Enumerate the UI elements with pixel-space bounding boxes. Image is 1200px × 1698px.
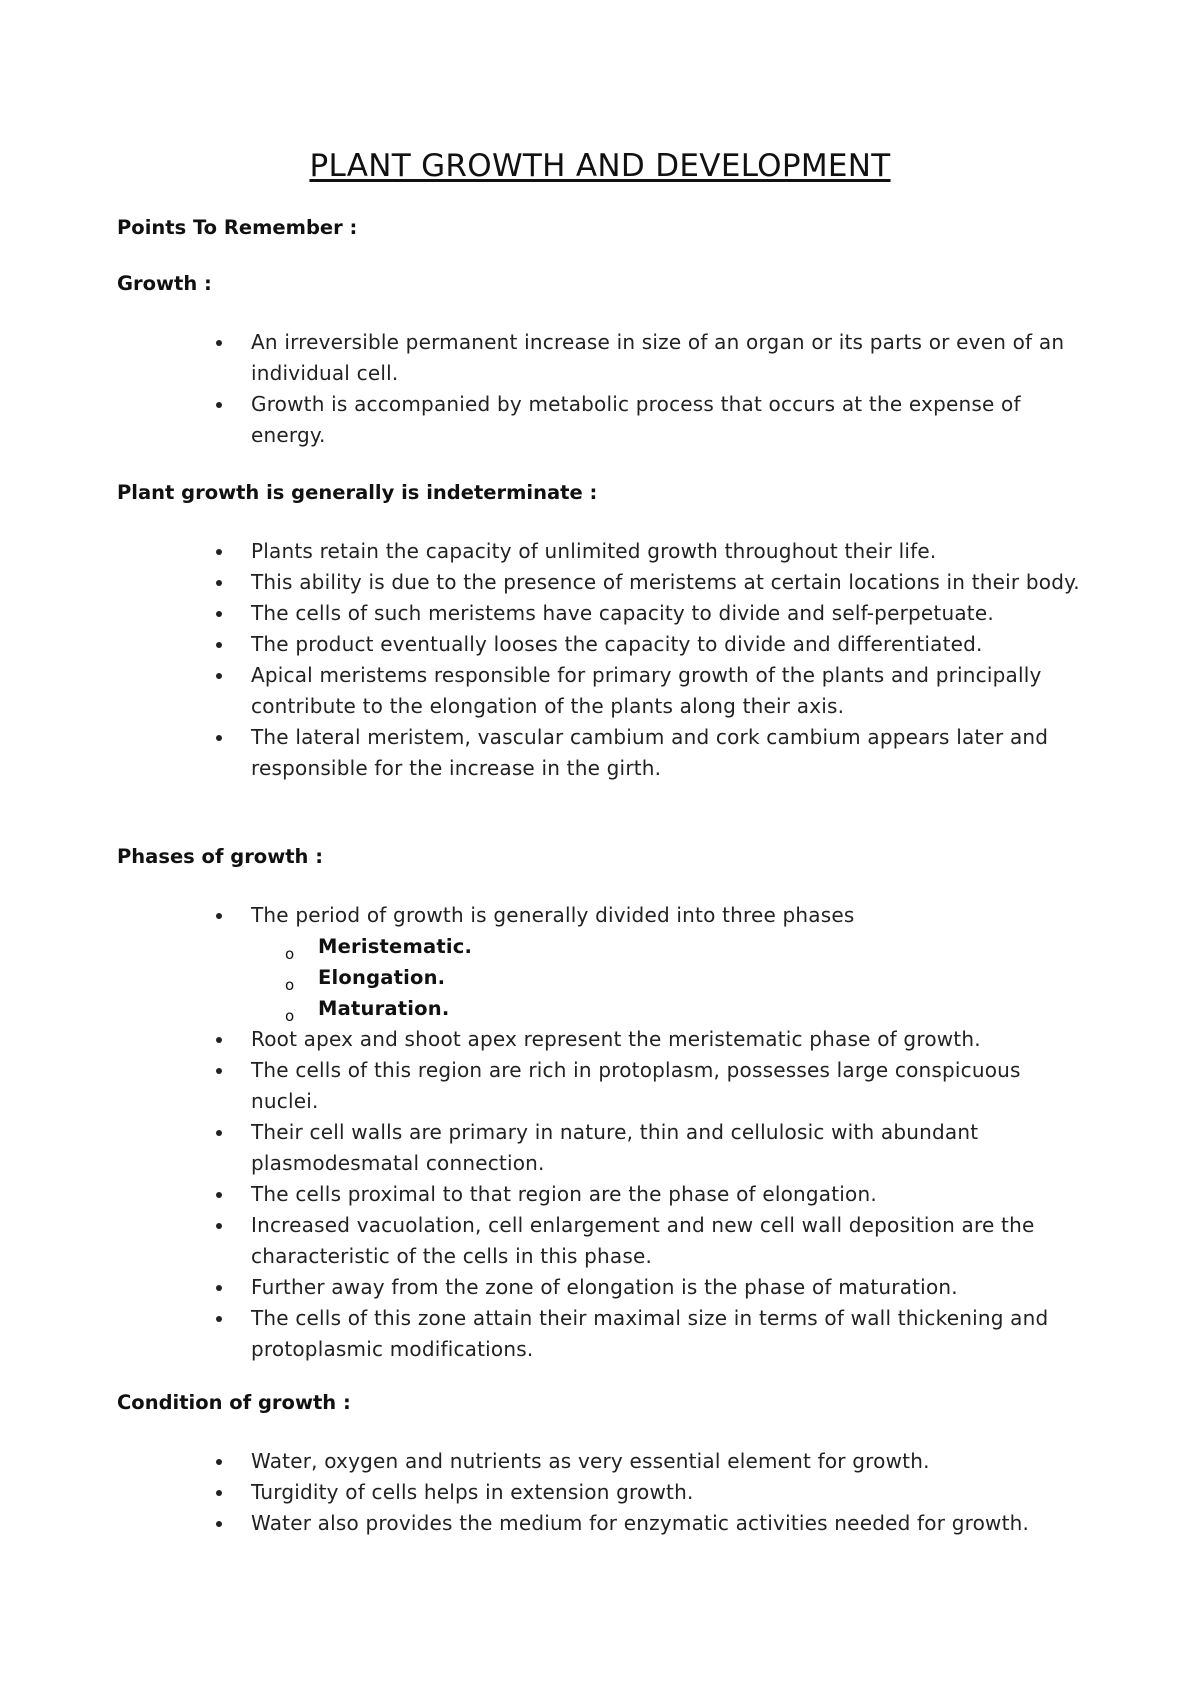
bullet-icon: [216, 1459, 222, 1465]
list-item: The cells of this zone attain their maximal size in terms of wall thickening and protoplasmic modifications.: [0, 1303, 1091, 1365]
list-item: Their cell walls are primary in nature, thin and cellulosic with abundant plasmodesmatal connection.: [0, 1117, 1091, 1179]
list-item: The cells proximal to that region are the phase of elongation.: [0, 1179, 1091, 1210]
bullet-icon: [216, 402, 222, 408]
bullet-icon: [216, 1068, 222, 1074]
list-item: Turgidity of cells helps in extension growth.: [0, 1477, 1091, 1508]
circle-bullet-icon: o: [285, 1007, 295, 1025]
bullet-icon: [216, 1037, 222, 1043]
list-item: Growth is accompanied by metabolic process that occurs at the expense of energy.: [0, 389, 1091, 451]
list-item: Further away from the zone of elongation is the phase of maturation.: [0, 1272, 1091, 1303]
phases-list: [0, 900, 1200, 931]
bullet-icon: [216, 611, 222, 617]
page-title: PLANT GROWTH AND DEVELOPMENT: [309, 148, 891, 184]
bullet-icon: [216, 1285, 222, 1291]
growth-heading: Growth :: [117, 272, 212, 295]
circle-bullet-icon: o: [285, 976, 295, 994]
bullet-icon: [216, 1223, 222, 1229]
indeterminate-heading: Plant growth is generally is indeterminate :: [117, 481, 598, 504]
sub-list-item: o Elongation.: [0, 962, 1158, 993]
bullet-icon: [216, 340, 222, 346]
list-item: The cells of such meristems have capacity to divide and self-perpetuate.: [0, 598, 1091, 629]
sub-list-item: o Meristematic.: [0, 931, 1158, 962]
list-item: Water, oxygen and nutrients as very essential element for growth.: [0, 1446, 1091, 1477]
list-item: The product eventually looses the capacity to divide and differentiated.: [0, 629, 1091, 660]
list-item: An irreversible permanent increase in size of an organ or its parts or even of an individual cell.: [0, 327, 1091, 389]
bullet-icon: [216, 1192, 222, 1198]
bullet-icon: [216, 580, 222, 586]
indeterminate-list: [0, 536, 1200, 784]
bullet-icon: [216, 1316, 222, 1322]
sub-list-item: o Maturation.: [0, 993, 1158, 1024]
phases-sub-list: [0, 931, 1200, 1024]
bullet-icon: [216, 1130, 222, 1136]
circle-bullet-icon: o: [285, 945, 295, 963]
list-item: The cells of this region are rich in protoplasm, possesses large conspicuous nuclei.: [0, 1055, 1091, 1117]
list-item: The lateral meristem, vascular cambium and cork cambium appears later and responsible for the increase in the girth.: [0, 722, 1091, 784]
bullet-icon: [216, 549, 222, 555]
bullet-icon: [216, 1521, 222, 1527]
phases-detail-list: [0, 1024, 1200, 1365]
list-item: Water also provides the medium for enzymatic activities needed for growth.: [0, 1508, 1091, 1539]
bullet-icon: [216, 673, 222, 679]
growth-list: [0, 327, 1200, 451]
condition-heading: Condition of growth :: [117, 1391, 351, 1414]
list-item: Increased vacuolation, cell enlargement and new cell wall deposition are the characteristic of the cells in this phase.: [0, 1210, 1091, 1272]
list-item: Apical meristems responsible for primary growth of the plants and principally contribute to the elongation of the plants along their axis.: [0, 660, 1091, 722]
points-heading: Points To Remember :: [117, 216, 358, 239]
bullet-icon: [216, 735, 222, 741]
bullet-icon: [216, 642, 222, 648]
condition-list: [0, 1446, 1200, 1539]
list-item: This ability is due to the presence of meristems at certain locations in their body.: [0, 567, 1091, 598]
phases-heading: Phases of growth :: [117, 845, 324, 868]
list-item: Plants retain the capacity of unlimited growth throughout their life.: [0, 536, 1091, 567]
bullet-icon: [216, 1490, 222, 1496]
bullet-icon: [216, 913, 222, 919]
list-item: The period of growth is generally divided into three phases: [0, 900, 1091, 931]
list-item: Root apex and shoot apex represent the meristematic phase of growth.: [0, 1024, 1091, 1055]
